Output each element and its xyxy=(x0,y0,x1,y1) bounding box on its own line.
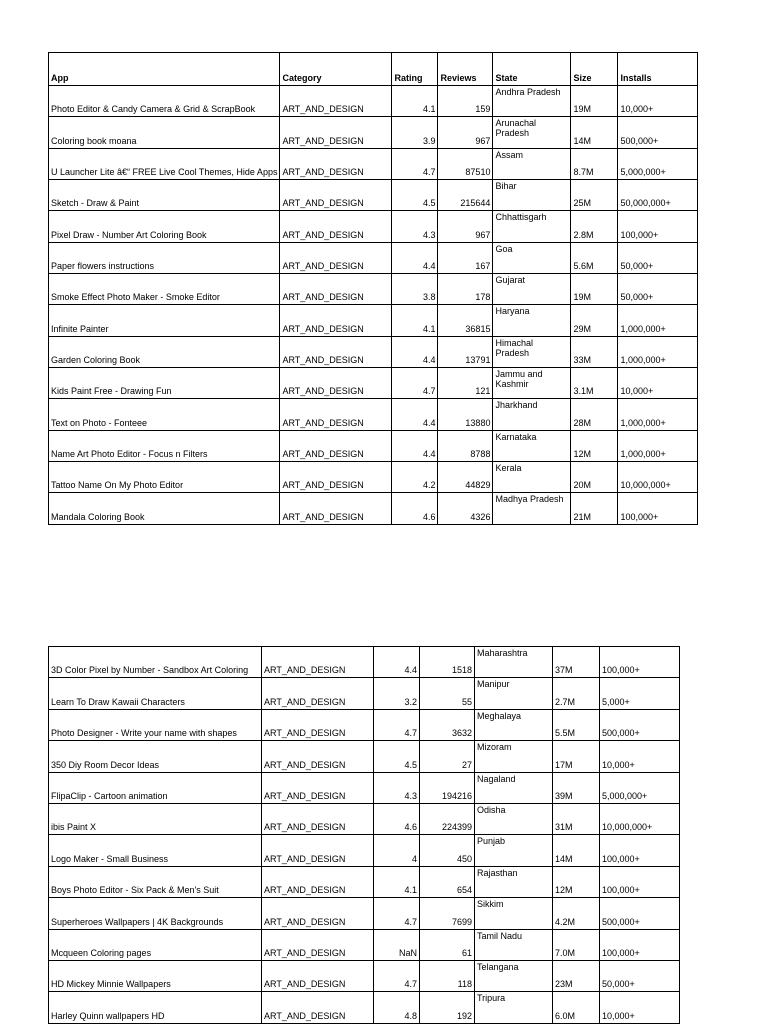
cell-category: ART_AND_DESIGN xyxy=(280,399,392,430)
cell-app: Kids Paint Free - Drawing Fun xyxy=(49,368,280,399)
cell-state: Kerala xyxy=(493,462,571,493)
cell-rating: 4.4 xyxy=(374,647,420,678)
cell-rating: 4.4 xyxy=(392,336,438,367)
cell-app: Infinite Painter xyxy=(49,305,280,336)
cell-installs: 500,000+ xyxy=(600,898,680,929)
cell-state: Jharkhand xyxy=(493,399,571,430)
cell-installs: 10,000,000+ xyxy=(618,462,698,493)
cell-size: 8.7M xyxy=(571,148,618,179)
cell-reviews: 87510 xyxy=(438,148,493,179)
cell-installs: 5,000,000+ xyxy=(618,148,698,179)
table-row xyxy=(49,462,698,493)
cell-size: 7.0M xyxy=(553,929,600,960)
table-row xyxy=(49,772,680,803)
cell-app: Photo Designer - Write your name with shapes xyxy=(49,709,262,740)
column-header-category: Category xyxy=(280,53,392,86)
cell-rating: 4.1 xyxy=(392,305,438,336)
cell-reviews: 224399 xyxy=(420,803,475,834)
table-row xyxy=(49,835,680,866)
table-row xyxy=(49,992,680,1023)
cell-reviews: 450 xyxy=(420,835,475,866)
cell-state: Telangana xyxy=(475,960,553,991)
cell-app: Pixel Draw - Number Art Coloring Book xyxy=(49,211,280,242)
cell-state: Sikkim xyxy=(475,898,553,929)
cell-reviews: 8788 xyxy=(438,430,493,461)
cell-app: Learn To Draw Kawaii Characters xyxy=(49,678,262,709)
cell-state: Manipur xyxy=(475,678,553,709)
cell-app: Mcqueen Coloring pages xyxy=(49,929,262,960)
cell-reviews: 13880 xyxy=(438,399,493,430)
table-row xyxy=(49,709,680,740)
cell-rating: 4.4 xyxy=(392,430,438,461)
cell-rating: 4.7 xyxy=(392,368,438,399)
cell-installs: 100,000+ xyxy=(618,211,698,242)
cell-rating: NaN xyxy=(374,929,420,960)
cell-reviews: 7699 xyxy=(420,898,475,929)
cell-state: Haryana xyxy=(493,305,571,336)
table-row xyxy=(49,148,698,179)
cell-category: ART_AND_DESIGN xyxy=(280,336,392,367)
cell-size: 5.5M xyxy=(553,709,600,740)
cell-installs: 50,000+ xyxy=(618,274,698,305)
cell-installs: 1,000,000+ xyxy=(618,305,698,336)
cell-rating: 4.6 xyxy=(374,803,420,834)
cell-category: ART_AND_DESIGN xyxy=(280,86,392,117)
cell-reviews: 654 xyxy=(420,866,475,897)
cell-state: Odisha xyxy=(475,803,553,834)
cell-installs: 100,000+ xyxy=(600,929,680,960)
cell-category: ART_AND_DESIGN xyxy=(262,803,374,834)
table-row xyxy=(49,430,698,461)
cell-size: 14M xyxy=(571,117,618,148)
cell-rating: 4.1 xyxy=(392,86,438,117)
cell-rating: 4.4 xyxy=(392,399,438,430)
cell-reviews: 121 xyxy=(438,368,493,399)
cell-reviews: 1518 xyxy=(420,647,475,678)
cell-reviews: 967 xyxy=(438,211,493,242)
cell-rating: 4.7 xyxy=(374,960,420,991)
table-row xyxy=(49,336,698,367)
cell-state: Maharashtra xyxy=(475,647,553,678)
cell-category: ART_AND_DESIGN xyxy=(280,242,392,273)
cell-category: ART_AND_DESIGN xyxy=(280,430,392,461)
cell-reviews: 215644 xyxy=(438,180,493,211)
column-header-installs: Installs xyxy=(618,53,698,86)
cell-state: Assam xyxy=(493,148,571,179)
cell-size: 4.2M xyxy=(553,898,600,929)
table-row xyxy=(49,117,698,148)
cell-state: Himachal Pradesh xyxy=(493,336,571,367)
cell-size: 6.0M xyxy=(553,992,600,1023)
cell-reviews: 967 xyxy=(438,117,493,148)
cell-category: ART_AND_DESIGN xyxy=(262,992,374,1023)
cell-category: ART_AND_DESIGN xyxy=(262,709,374,740)
cell-category: ART_AND_DESIGN xyxy=(262,929,374,960)
table-row xyxy=(49,180,698,211)
cell-reviews: 167 xyxy=(438,242,493,273)
cell-category: ART_AND_DESIGN xyxy=(262,835,374,866)
cell-category: ART_AND_DESIGN xyxy=(280,305,392,336)
table-row xyxy=(49,305,698,336)
cell-installs: 10,000+ xyxy=(618,86,698,117)
cell-category: ART_AND_DESIGN xyxy=(280,148,392,179)
cell-state: Arunachal Pradesh xyxy=(493,117,571,148)
cell-app: Text on Photo - Fonteee xyxy=(49,399,280,430)
cell-installs: 500,000+ xyxy=(600,709,680,740)
cell-app: Logo Maker - Small Business xyxy=(49,835,262,866)
cell-app: Sketch - Draw & Paint xyxy=(49,180,280,211)
cell-size: 23M xyxy=(553,960,600,991)
cell-state: Goa xyxy=(493,242,571,273)
cell-state: Meghalaya xyxy=(475,709,553,740)
cell-installs: 10,000+ xyxy=(600,992,680,1023)
cell-app: Coloring book moana xyxy=(49,117,280,148)
cell-reviews: 3632 xyxy=(420,709,475,740)
cell-app: Paper flowers instructions xyxy=(49,242,280,273)
cell-category: ART_AND_DESIGN xyxy=(280,117,392,148)
column-header-rating: Rating xyxy=(392,53,438,86)
cell-rating: 4.5 xyxy=(392,180,438,211)
cell-app: Mandala Coloring Book xyxy=(49,493,280,524)
cell-size: 3.1M xyxy=(571,368,618,399)
cell-rating: 4.3 xyxy=(392,211,438,242)
cell-reviews: 194216 xyxy=(420,772,475,803)
cell-reviews: 36815 xyxy=(438,305,493,336)
cell-installs: 100,000+ xyxy=(600,647,680,678)
cell-installs: 1,000,000+ xyxy=(618,336,698,367)
cell-state: Madhya Pradesh xyxy=(493,493,571,524)
cell-app: Smoke Effect Photo Maker - Smoke Editor xyxy=(49,274,280,305)
cell-installs: 10,000+ xyxy=(618,368,698,399)
cell-category: ART_AND_DESIGN xyxy=(280,493,392,524)
cell-installs: 10,000+ xyxy=(600,741,680,772)
cell-size: 29M xyxy=(571,305,618,336)
cell-installs: 50,000+ xyxy=(600,960,680,991)
cell-category: ART_AND_DESIGN xyxy=(262,678,374,709)
cell-rating: 4.4 xyxy=(392,242,438,273)
cell-reviews: 13791 xyxy=(438,336,493,367)
table-row xyxy=(49,898,680,929)
cell-app: HD Mickey Minnie Wallpapers xyxy=(49,960,262,991)
cell-reviews: 118 xyxy=(420,960,475,991)
cell-size: 5.6M xyxy=(571,242,618,273)
cell-size: 21M xyxy=(571,493,618,524)
cell-category: ART_AND_DESIGN xyxy=(262,647,374,678)
cell-category: ART_AND_DESIGN xyxy=(280,462,392,493)
table-row xyxy=(49,274,698,305)
cell-rating: 4.5 xyxy=(374,741,420,772)
table-row xyxy=(49,960,680,991)
cell-reviews: 192 xyxy=(420,992,475,1023)
cell-state: Bihar xyxy=(493,180,571,211)
column-header-state: State xyxy=(493,53,571,86)
cell-size: 31M xyxy=(553,803,600,834)
table-row xyxy=(49,493,698,524)
cell-installs: 100,000+ xyxy=(600,835,680,866)
data-table-1 xyxy=(48,52,698,525)
cell-state: Karnataka xyxy=(493,430,571,461)
cell-app: U Launcher Lite â€“ FREE Live Cool Themes, Hide Apps xyxy=(49,148,280,179)
cell-reviews: 55 xyxy=(420,678,475,709)
data-table-2 xyxy=(48,646,680,1024)
table-row xyxy=(49,86,698,117)
cell-state: Chhattisgarh xyxy=(493,211,571,242)
cell-rating: 3.9 xyxy=(392,117,438,148)
cell-installs: 100,000+ xyxy=(618,493,698,524)
cell-category: ART_AND_DESIGN xyxy=(262,741,374,772)
cell-size: 37M xyxy=(553,647,600,678)
cell-rating: 4.3 xyxy=(374,772,420,803)
cell-app: 3D Color Pixel by Number - Sandbox Art Coloring xyxy=(49,647,262,678)
cell-size: 20M xyxy=(571,462,618,493)
table-row xyxy=(49,647,680,678)
cell-state: Rajasthan xyxy=(475,866,553,897)
cell-reviews: 4326 xyxy=(438,493,493,524)
cell-rating: 4.1 xyxy=(374,866,420,897)
table-row xyxy=(49,368,698,399)
table-row xyxy=(49,866,680,897)
cell-app: Name Art Photo Editor - Focus n Filters xyxy=(49,430,280,461)
cell-rating: 4.8 xyxy=(374,992,420,1023)
cell-size: 33M xyxy=(571,336,618,367)
cell-state: Jammu and Kashmir xyxy=(493,368,571,399)
cell-app: Garden Coloring Book xyxy=(49,336,280,367)
cell-reviews: 44829 xyxy=(438,462,493,493)
cell-reviews: 61 xyxy=(420,929,475,960)
cell-size: 12M xyxy=(571,430,618,461)
cell-state: Gujarat xyxy=(493,274,571,305)
column-header-size: Size xyxy=(571,53,618,86)
cell-category: ART_AND_DESIGN xyxy=(280,180,392,211)
cell-category: ART_AND_DESIGN xyxy=(262,866,374,897)
cell-size: 2.8M xyxy=(571,211,618,242)
table-2-body xyxy=(49,647,680,1024)
cell-state: Tamil Nadu xyxy=(475,929,553,960)
cell-state: Mizoram xyxy=(475,741,553,772)
cell-size: 25M xyxy=(571,180,618,211)
cell-rating: 4 xyxy=(374,835,420,866)
cell-size: 12M xyxy=(553,866,600,897)
cell-rating: 3.8 xyxy=(392,274,438,305)
cell-rating: 4.6 xyxy=(392,493,438,524)
cell-category: ART_AND_DESIGN xyxy=(262,960,374,991)
cell-installs: 50,000,000+ xyxy=(618,180,698,211)
table-row xyxy=(49,678,680,709)
header-row xyxy=(49,53,698,86)
cell-state: Punjab xyxy=(475,835,553,866)
cell-app: ibis Paint X xyxy=(49,803,262,834)
column-header-reviews: Reviews xyxy=(438,53,493,86)
cell-installs: 1,000,000+ xyxy=(618,430,698,461)
cell-size: 19M xyxy=(571,274,618,305)
cell-category: ART_AND_DESIGN xyxy=(280,368,392,399)
table-row xyxy=(49,741,680,772)
table-row xyxy=(49,211,698,242)
cell-app: Harley Quinn wallpapers HD xyxy=(49,992,262,1023)
cell-app: FlipaClip - Cartoon animation xyxy=(49,772,262,803)
cell-app: Tattoo Name On My Photo Editor xyxy=(49,462,280,493)
cell-installs: 500,000+ xyxy=(618,117,698,148)
cell-size: 2.7M xyxy=(553,678,600,709)
column-header-app: App xyxy=(49,53,280,86)
cell-rating: 4.2 xyxy=(392,462,438,493)
cell-category: ART_AND_DESIGN xyxy=(262,898,374,929)
cell-installs: 5,000,000+ xyxy=(600,772,680,803)
table-row xyxy=(49,803,680,834)
cell-rating: 4.7 xyxy=(374,709,420,740)
cell-reviews: 159 xyxy=(438,86,493,117)
cell-size: 14M xyxy=(553,835,600,866)
cell-installs: 50,000+ xyxy=(618,242,698,273)
table-row xyxy=(49,399,698,430)
cell-state: Tripura xyxy=(475,992,553,1023)
cell-installs: 10,000,000+ xyxy=(600,803,680,834)
cell-installs: 5,000+ xyxy=(600,678,680,709)
cell-category: ART_AND_DESIGN xyxy=(262,772,374,803)
cell-app: Superheroes Wallpapers | 4K Backgrounds xyxy=(49,898,262,929)
cell-size: 39M xyxy=(553,772,600,803)
cell-rating: 4.7 xyxy=(392,148,438,179)
cell-category: ART_AND_DESIGN xyxy=(280,274,392,305)
cell-installs: 100,000+ xyxy=(600,866,680,897)
cell-state: Nagaland xyxy=(475,772,553,803)
table-1-body xyxy=(49,53,698,525)
cell-size: 28M xyxy=(571,399,618,430)
cell-app: Boys Photo Editor - Six Pack & Men's Suit xyxy=(49,866,262,897)
cell-installs: 1,000,000+ xyxy=(618,399,698,430)
table-row xyxy=(49,242,698,273)
cell-rating: 4.7 xyxy=(374,898,420,929)
cell-size: 19M xyxy=(571,86,618,117)
table-row xyxy=(49,929,680,960)
cell-app: 350 Diy Room Decor Ideas xyxy=(49,741,262,772)
cell-category: ART_AND_DESIGN xyxy=(280,211,392,242)
cell-rating: 3.2 xyxy=(374,678,420,709)
cell-size: 17M xyxy=(553,741,600,772)
cell-reviews: 178 xyxy=(438,274,493,305)
cell-reviews: 27 xyxy=(420,741,475,772)
cell-app: Photo Editor & Candy Camera & Grid & ScrapBook xyxy=(49,86,280,117)
cell-state: Andhra Pradesh xyxy=(493,86,571,117)
